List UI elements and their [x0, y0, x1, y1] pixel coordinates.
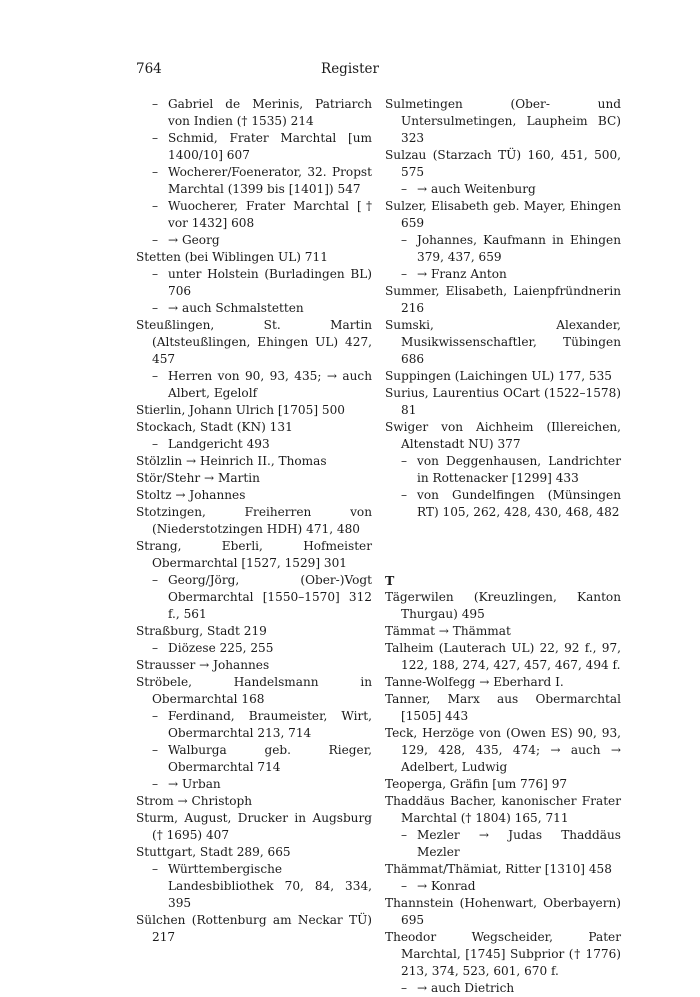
entry-text: Walburga geb. Rieger, Obermarchtal 714 [168, 743, 372, 774]
entry-dash: – [152, 862, 159, 876]
entry-dash: – [152, 199, 159, 213]
index-entry [136, 249, 372, 266]
entry-text: Stotzingen, Freiherren von (Niederstotzingen HDH) 471, 480 [136, 505, 372, 536]
index-entry [136, 419, 372, 436]
entry-text: → Urban [168, 777, 221, 791]
entry-dash: – [152, 709, 159, 723]
index-entry [385, 623, 621, 640]
index-entry [136, 317, 372, 368]
index-entry [385, 198, 621, 232]
index-entry [385, 725, 621, 776]
index-entry [136, 504, 372, 538]
entry-text: Landgericht 493 [168, 437, 270, 451]
entry-text: Thannstein (Hohenwart, Oberbayern) 695 [385, 896, 621, 927]
entry-text: Swiger von Aichheim (Illereichen, Altenstadt NU) 377 [385, 420, 621, 451]
entry-text: Tanne-Wolfegg → Eberhard I. [385, 675, 564, 689]
section-spacer [385, 521, 621, 572]
index-entry [385, 283, 621, 317]
entry-text: Teck, Herzöge von (Owen ES) 90, 93, 129, 428, 435, 474; → auch → Adelbert, Ludwig [385, 726, 621, 774]
index-entry [136, 657, 372, 674]
entry-text: Stölzlin → Heinrich II., Thomas [136, 454, 327, 468]
index-entry [136, 674, 372, 708]
index-subentry [136, 368, 372, 402]
index-entry [385, 385, 621, 419]
entry-text: Suppingen (Laichingen UL) 177, 535 [385, 369, 612, 383]
entry-text: Stetten (bei Wiblingen UL) 711 [136, 250, 328, 264]
index-subentry [136, 742, 372, 776]
entry-dash: – [152, 165, 159, 179]
entry-dash: – [401, 233, 408, 247]
index-group-t [385, 589, 621, 997]
entry-text: Sülchen (Rottenburg am Neckar TÜ) 217 [136, 913, 372, 944]
entry-dash: – [152, 233, 159, 247]
entry-text: → auch Dietrich [417, 981, 515, 995]
entry-text: Stoltz → Johannes [136, 488, 246, 502]
entry-text: Wocherer/Foenerator, 32. Propst Marchtal (1399 bis [1401]) 547 [168, 165, 372, 196]
entry-text: Steußlingen, St. Martin (Altsteußlingen, Ehingen UL) 427, 457 [136, 318, 372, 366]
index-entry [136, 810, 372, 844]
index-subentry [385, 878, 621, 895]
entry-text: Tanner, Marx aus Obermarchtal [1505] 443 [385, 692, 621, 723]
index-entry [385, 419, 621, 453]
entry-dash: – [401, 488, 408, 502]
index-entry [385, 147, 621, 181]
index-entry [136, 844, 372, 861]
index-entry [385, 674, 621, 691]
index-entry [385, 640, 621, 674]
index-entry [385, 368, 621, 385]
entry-dash: – [152, 267, 159, 281]
index-entry [136, 470, 372, 487]
entry-text: Sumski, Alexander, Musikwissenschaftler, Tübingen 686 [385, 318, 621, 366]
index-entry [385, 589, 621, 623]
entry-text: Georg/Jörg, (Ober-)Vogt Obermarchtal [1550–1570] 312 f., 561 [168, 573, 372, 621]
entry-text: Sulzer, Elisabeth geb. Mayer, Ehingen 659 [385, 199, 621, 230]
index-entry [385, 776, 621, 793]
entry-text: Schmid, Frater Marchtal [um 1400/10] 607 [168, 131, 372, 162]
entry-text: Strom → Christoph [136, 794, 253, 808]
entry-text: Diözese 225, 255 [168, 641, 274, 655]
index-entry [136, 453, 372, 470]
entry-dash: – [152, 97, 159, 111]
entry-dash: – [152, 369, 159, 383]
entry-text: Württembergische Landesbibliothek 70, 84, 334, 395 [168, 862, 372, 910]
running-title: Register [321, 61, 379, 77]
entry-dash: – [401, 828, 408, 842]
entry-text: Theodor Wegscheider, Pater Marchtal, [1745] Subprior († 1776) 213, 374, 523, 601, 670 f. [385, 930, 621, 978]
index-subentry [136, 266, 372, 300]
entry-text: Stuttgart, Stadt 289, 665 [136, 845, 291, 859]
index-subentry [385, 453, 621, 487]
entry-text: unter Holstein (Burladingen BL) 706 [168, 267, 372, 298]
index-entry [136, 793, 372, 810]
index-subentry [136, 232, 372, 249]
entry-text: Strausser → Johannes [136, 658, 270, 672]
entry-dash: – [152, 437, 159, 451]
entry-text: Ströbele, Handelsmann in Obermarchtal 168 [136, 675, 372, 706]
entry-text: Johannes, Kaufmann in Ehingen 379, 437, 659 [417, 233, 621, 264]
index-subentry [385, 266, 621, 283]
entry-text: Tägerwilen (Kreuzlingen, Kanton Thurgau) 495 [385, 590, 621, 621]
entry-text: Mezler → Judas Thaddäus Mezler [417, 828, 621, 859]
entry-dash: – [401, 267, 408, 281]
entry-text: → Georg [168, 233, 220, 247]
index-column-right [385, 96, 621, 997]
entry-text: Sulzau (Starzach TÜ) 160, 451, 500, 575 [385, 148, 621, 179]
page-number: 764 [136, 61, 162, 77]
entry-text: von Deggenhausen, Landrichter in Rottenacker [1299] 433 [417, 454, 621, 485]
index-entry [385, 861, 621, 878]
entry-text: Stör/Stehr → Martin [136, 471, 260, 485]
entry-dash: – [152, 573, 159, 587]
index-subentry [385, 980, 621, 997]
entry-text: Surius, Laurentius OCart (1522–1578) 81 [385, 386, 621, 417]
entry-text: Sulmetingen (Ober- und Untersulmetingen, Laupheim BC) 323 [385, 97, 621, 145]
index-subentry [385, 487, 621, 521]
section-letter: T [385, 573, 395, 588]
entry-text: Sturm, August, Drucker in Augsburg († 1695) 407 [136, 811, 372, 842]
index-group-s [385, 96, 621, 521]
entry-text: Summer, Elisabeth, Laienpfründnerin 216 [385, 284, 621, 315]
entry-text: → auch Schmalstetten [168, 301, 304, 315]
entry-text: Talheim (Lauterach UL) 22, 92 f., 97, 122, 188, 274, 427, 457, 467, 494 f. [385, 641, 621, 672]
index-entry [136, 623, 372, 640]
entry-text: → Konrad [417, 879, 476, 893]
entry-dash: – [152, 301, 159, 315]
index-subentry [136, 776, 372, 793]
entry-text: Straßburg, Stadt 219 [136, 624, 267, 638]
entry-text: Herren von 90, 93, 435; → auch Albert, Egelolf [168, 369, 372, 400]
entry-text: von Gundelfingen (Münsingen RT) 105, 262, 428, 430, 468, 482 [417, 488, 621, 519]
entry-text: Ferdinand, Braumeister, Wirt, Obermarchtal 213, 714 [168, 709, 372, 740]
index-entry [385, 793, 621, 827]
index-subentry [136, 300, 372, 317]
index-subentry [136, 861, 372, 912]
entry-dash: – [401, 981, 408, 995]
index-column-left [136, 96, 372, 946]
index-subentry [136, 572, 372, 623]
index-subentry [136, 96, 372, 130]
index-entry [385, 691, 621, 725]
entry-dash: – [152, 131, 159, 145]
entry-text: Stierlin, Johann Ulrich [1705] 500 [136, 403, 345, 417]
entry-text: → auch Weitenburg [417, 182, 536, 196]
entry-text: Thämmat/Thämiat, Ritter [1310] 458 [385, 862, 612, 876]
entry-text: Tämmat → Thämmat [385, 624, 511, 638]
entry-text: Stockach, Stadt (KN) 131 [136, 420, 293, 434]
entry-dash: – [152, 743, 159, 757]
index-subentry [385, 181, 621, 198]
index-entry [136, 912, 372, 946]
index-subentry [385, 827, 621, 861]
entry-text: Teoperga, Gräfin [um 776] 97 [385, 777, 568, 791]
index-entry [136, 538, 372, 572]
index-subentry [136, 436, 372, 453]
entry-text: Strang, Eberli, Hofmeister Obermarchtal [1527, 1529] 301 [136, 539, 372, 570]
index-entry [385, 895, 621, 929]
entry-dash: – [152, 641, 159, 655]
entry-text: Thaddäus Bacher, kanonischer Frater Marchtal († 1804) 165, 711 [385, 794, 621, 825]
index-entry [385, 929, 621, 980]
index-subentry [136, 130, 372, 164]
index-subentry [136, 708, 372, 742]
index-entry [136, 487, 372, 504]
index-entry [136, 402, 372, 419]
index-subentry [136, 640, 372, 657]
entry-text: Wuocherer, Frater Marchtal [† vor 1432] 608 [168, 199, 372, 230]
entry-text: → Franz Anton [417, 267, 507, 281]
entry-text: Gabriel de Merinis, Patriarch von Indien († 1535) 214 [168, 97, 372, 128]
entry-dash: – [152, 777, 159, 791]
index-entry [385, 317, 621, 368]
entry-dash: – [401, 454, 408, 468]
index-subentry [136, 198, 372, 232]
entry-dash: – [401, 182, 408, 196]
index-subentry [136, 164, 372, 198]
entry-dash: – [401, 879, 408, 893]
index-entry [385, 96, 621, 147]
index-subentry [385, 232, 621, 266]
